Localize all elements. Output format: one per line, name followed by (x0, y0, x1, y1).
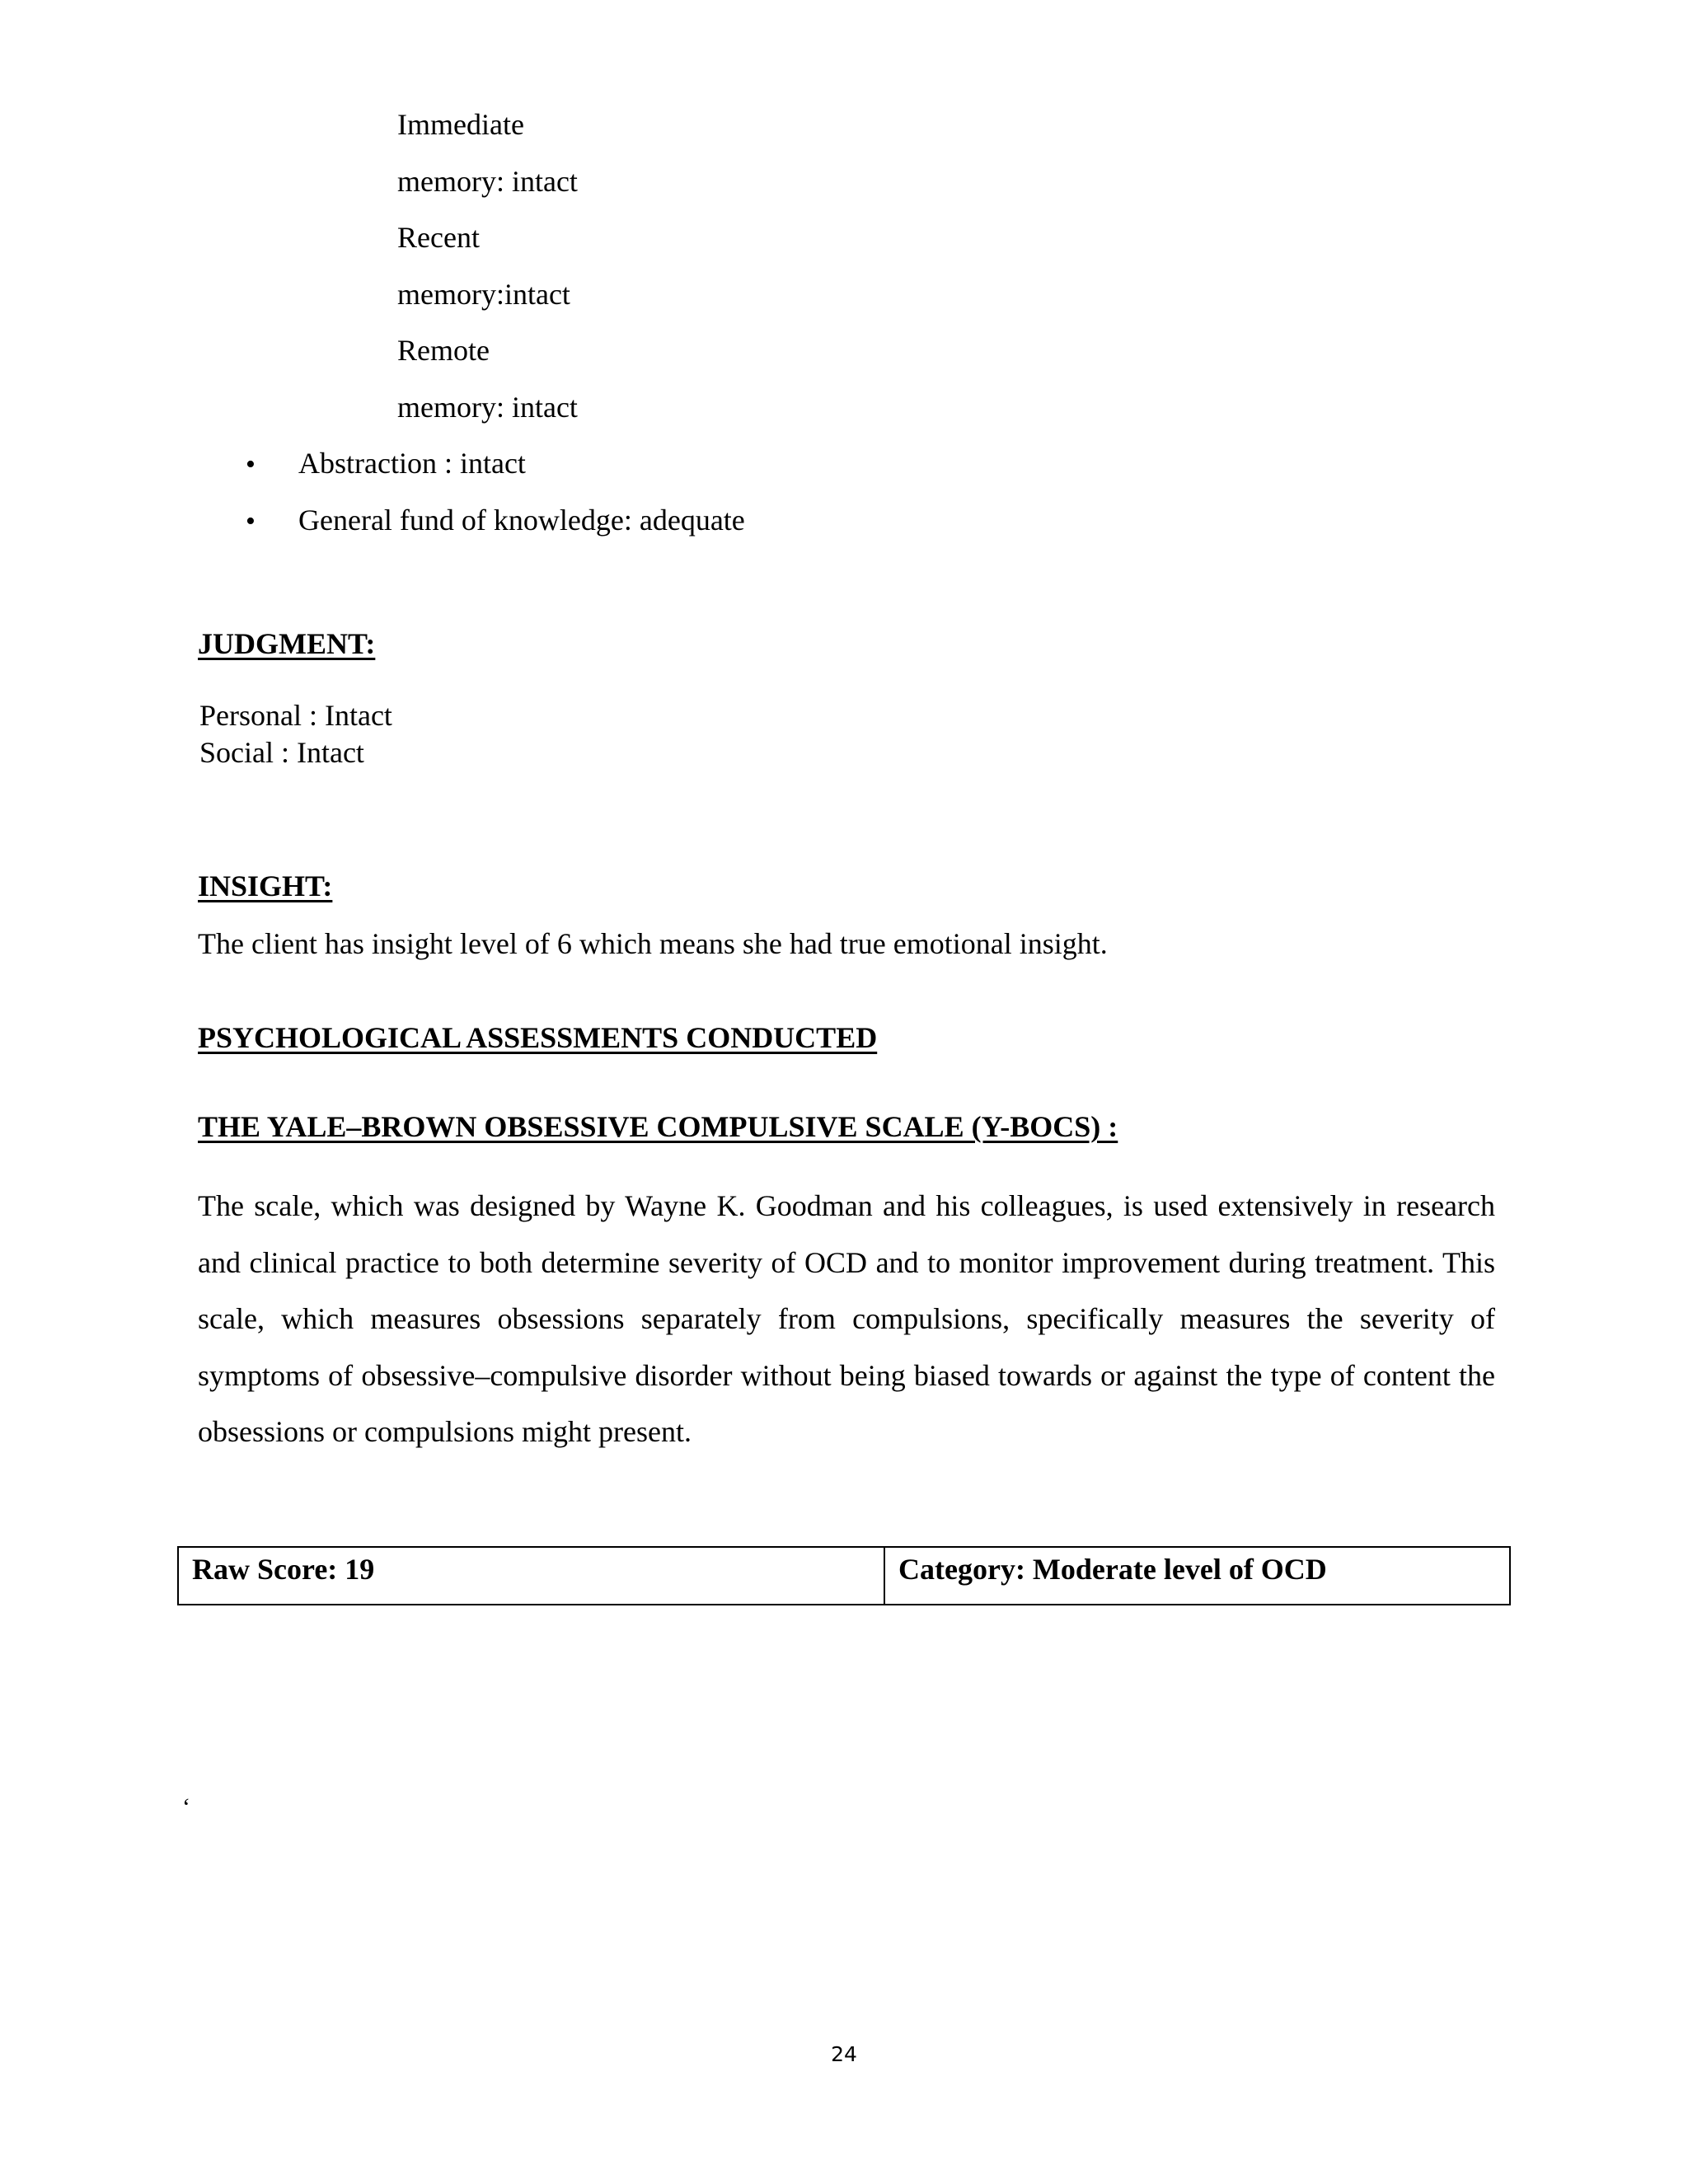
memory-line-remote: Remote (397, 334, 490, 367)
bullet-item-abstraction (246, 447, 526, 480)
bullet-item-knowledge (246, 504, 745, 537)
bullet-text: General fund of knowledge: adequate (298, 504, 745, 537)
judgment-heading: JUDGMENT: (198, 627, 376, 660)
bullet-icon: • (246, 506, 256, 537)
ybocs-description: The scale, which was designed by Wayne K. Goodman and his colleagues, is used extensively in research and clinical practice to both determine severity of OCD and to monitor improvement during treatment. This scale, which measures obsessions separately from compulsions, specifically measures the severity of symptoms of obsessive–compulsive disorder without being biased towards or against the type of content the obsessions or compulsions might present. (198, 1189, 1495, 1448)
memory-line-immediate-status: memory: intact (397, 165, 578, 198)
raw-score-cell: Raw Score: 19 (179, 1548, 885, 1604)
memory-line-immediate: Immediate (397, 108, 524, 141)
insight-text: The client has insight level of 6 which means she had true emotional insight. (198, 927, 1108, 960)
stray-quote-mark: ‘ (182, 1793, 190, 1821)
judgment-personal: Personal : Intact (199, 699, 392, 732)
ybocs-heading: THE YALE–BROWN OBSESSIVE COMPULSIVE SCALE (Y-BOCS) : (198, 1110, 1118, 1143)
insight-heading: INSIGHT: (198, 869, 333, 902)
bullet-icon: • (246, 449, 256, 480)
judgment-social: Social : Intact (199, 736, 364, 769)
score-table (177, 1546, 1511, 1605)
bullet-text: Abstraction : intact (298, 447, 526, 480)
memory-line-recent-status: memory:intact (397, 278, 570, 311)
category-cell: Category: Moderate level of OCD (898, 1553, 1327, 1586)
page-number: 24 (831, 2042, 857, 2066)
assessments-heading: PSYCHOLOGICAL ASSESSMENTS CONDUCTED (198, 1021, 878, 1054)
memory-line-recent: Recent (397, 221, 480, 254)
memory-line-remote-status: memory: intact (397, 391, 578, 424)
